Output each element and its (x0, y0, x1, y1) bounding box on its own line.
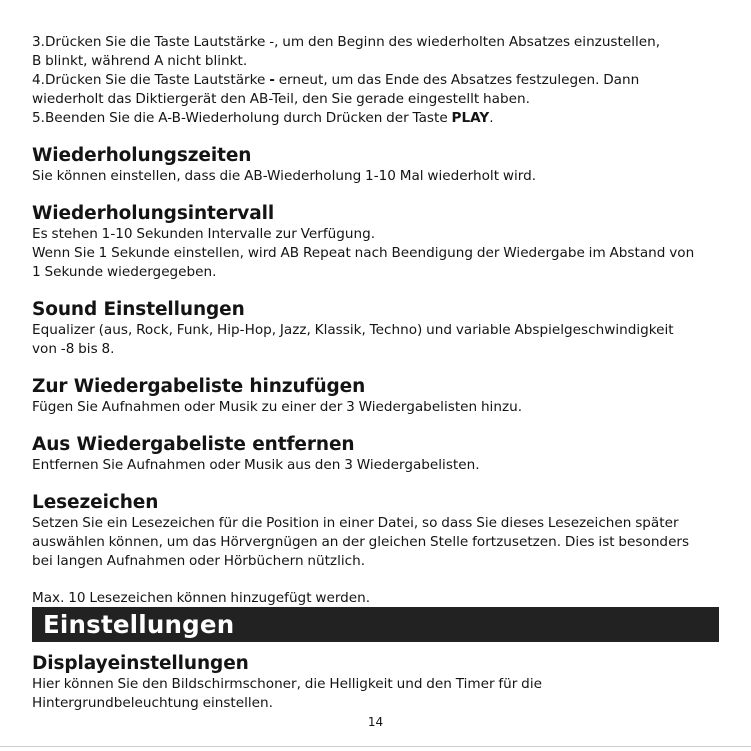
chapter-banner: Einstellungen (32, 607, 719, 642)
paragraph-gap (32, 571, 722, 589)
step-5-period: . (489, 110, 494, 126)
section-repeat-interval (32, 203, 722, 282)
step-4-text-a: 4.Drücken Sie die Taste Lautstärke (32, 72, 270, 88)
page-number: 14 (367, 715, 384, 729)
section-sound (32, 299, 722, 359)
repeat-interval-line-2: Wenn Sie 1 Sekunde einstellen, wird AB Repeat nach Beendigung der Wiedergabe im Abstand von (32, 245, 695, 261)
heading-bookmarks: Lesezeichen (32, 492, 159, 513)
add-playlist-text: Fügen Sie Aufnahmen oder Musik zu einer der 3 Wiedergabelisten hinzu. (32, 399, 523, 415)
step-5-line (32, 109, 722, 128)
repeat-interval-line-3: 1 Sekunde wiedergegeben. (32, 264, 217, 280)
section-repeat-times (32, 145, 722, 186)
bookmarks-line-2: auswählen können, um das Hörvergnügen an der gleichen Stelle fortzusetzen. Dies ist besonders (32, 534, 690, 550)
step-4-line-1 (32, 71, 722, 90)
bookmarks-note: Max. 10 Lesezeichen können hinzugefügt werden. (32, 590, 371, 606)
heading-display: Displayeinstellungen (32, 653, 249, 674)
heading-sound: Sound Einstellungen (32, 299, 245, 320)
section-display (32, 653, 722, 713)
sound-line-2: von -8 bis 8. (32, 341, 115, 357)
heading-add-playlist: Zur Wiedergabeliste hinzufügen (32, 376, 366, 397)
section-remove-playlist (32, 434, 722, 475)
play-key-label: PLAY (451, 110, 490, 126)
step-4-text-b: erneut, um das Ende des Absatzes festzulegen. Dann (274, 72, 640, 88)
display-line-1: Hier können Sie den Bildschirmschoner, die Helligkeit und den Timer für die (32, 676, 542, 692)
repeat-interval-line-1: Es stehen 1-10 Sekunden Intervalle zur Verfügung. (32, 226, 376, 242)
step-3-line-1: 3.Drücken Sie die Taste Lautstärke -, um den Beginn des wiederholten Absatzes einzustellen, (32, 34, 661, 50)
heading-repeat-times: Wiederholungszeiten (32, 145, 252, 166)
bookmarks-line-3: bei langen Aufnahmen oder Hörbüchern nützlich. (32, 553, 366, 569)
step-4-dash: - (269, 72, 275, 88)
section-bookmarks (32, 492, 722, 608)
step-3-line-2: B blinkt, während A nicht blinkt. (32, 53, 248, 69)
remove-playlist-text: Entfernen Sie Aufnahmen oder Musik aus den 3 Wiedergabelisten. (32, 457, 480, 473)
step-4-line-2: wiederholt das Diktiergerät den AB-Teil, den Sie gerade eingestellt haben. (32, 91, 530, 107)
repeat-times-text: Sie können einstellen, dass die AB-Wiederholung 1-10 Mal wiederholt wird. (32, 168, 537, 184)
manual-page-body (32, 33, 722, 608)
heading-repeat-interval: Wiederholungsintervall (32, 203, 275, 224)
bookmarks-line-1: Setzen Sie ein Lesezeichen für die Position in einer Datei, so dass Sie dieses Lesezeichen später (32, 515, 679, 531)
section-add-playlist (32, 376, 722, 417)
footer-divider (0, 746, 751, 747)
step-5-text: 5.Beenden Sie die A-B-Wiederholung durch Drücken der Taste (32, 110, 452, 126)
heading-remove-playlist: Aus Wiedergabeliste entfernen (32, 434, 355, 455)
display-line-2: Hintergrundbeleuchtung einstellen. (32, 695, 273, 711)
sound-line-1: Equalizer (aus, Rock, Funk, Hip-Hop, Jazz, Klassik, Techno) und variable Abspielgeschwindigkeit (32, 322, 674, 338)
